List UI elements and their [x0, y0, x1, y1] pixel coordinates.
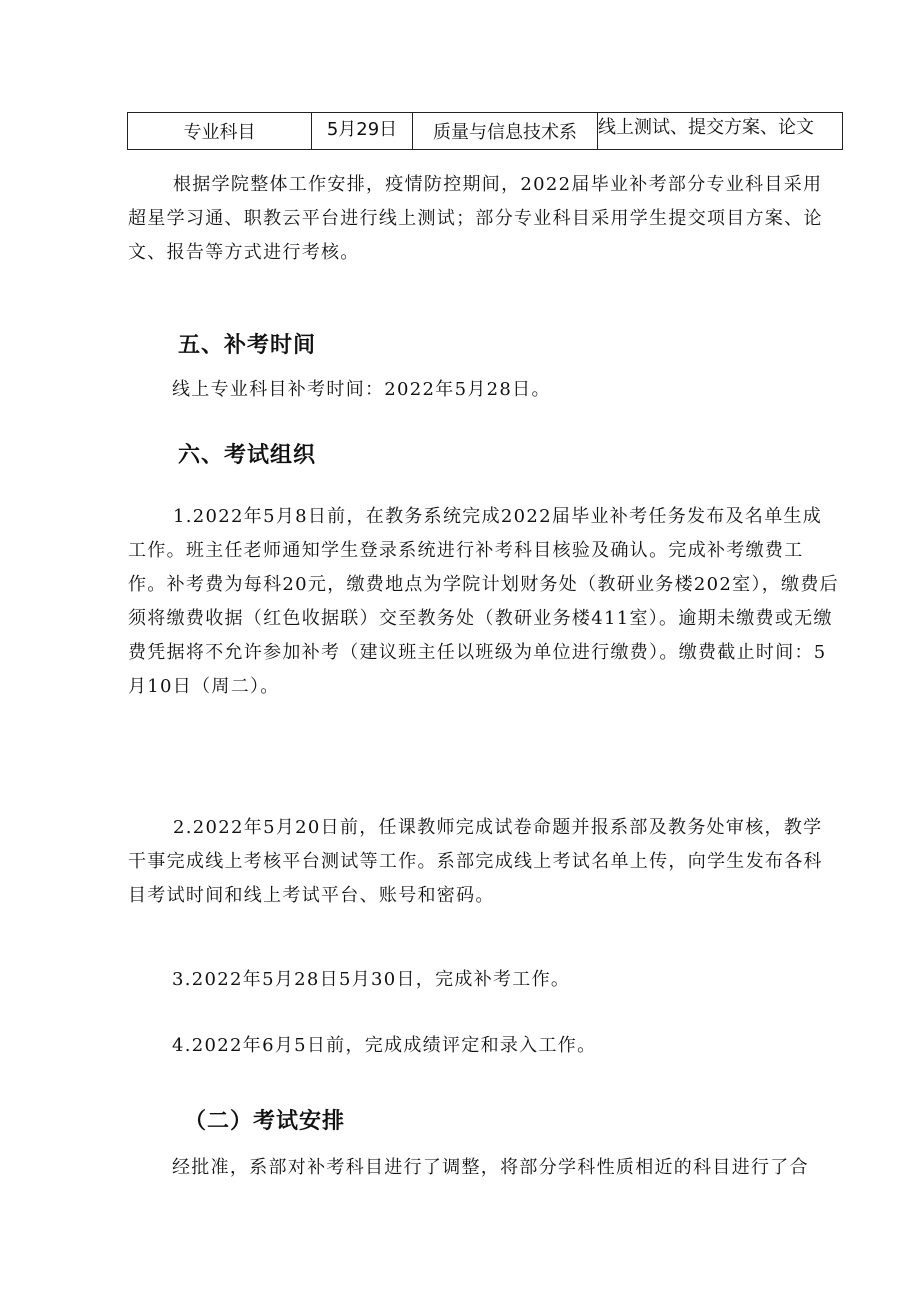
heading-exam-arrangement: （二）考试安排: [184, 1109, 346, 1134]
heading-exam-time: 五、补考时间: [178, 333, 317, 358]
exam-table: [127, 112, 843, 150]
paragraph-item-3: 3.2022年5月28日5月30日，完成补考工作。: [172, 969, 571, 990]
table-cell-subject: 专业科目: [128, 113, 312, 150]
table-cell-date: 5月29日: [312, 113, 413, 150]
paragraph-adjustment: 经批准，系部对补考科目进行了调整，将部分学科性质相近的科目进行了合: [172, 1157, 809, 1178]
table-row: [128, 113, 843, 150]
exam-time-line: 线上专业科目补考时间：2022年5月28日。: [172, 379, 551, 400]
table-cell-method: 线上测试、提交方案、论文: [598, 113, 843, 150]
paragraph-item-4: 4.2022年6月5日前，完成成绩评定和录入工作。: [172, 1035, 597, 1056]
paragraph-item-1: 1.2022年5月8日前，在教务系统完成2022届毕业补考任务发布及名单生成工作。班主任老师通知学生登录系统进行补考科目核验及确认。完成补考缴费工作。补考费为每科20元，缴费地点为学院计划财务处（教研业务楼202室），缴费后须将缴费收据（红色收据联）交至教务处（教研业务楼411室）。逾期未缴费或无缴费凭据将不允许参加补考（建议班主任以班级为单位进行缴费）。缴费截止时间：5月10日（周二）。: [128, 506, 839, 697]
paragraph-arrangement: 根据学院整体工作安排，疫情防控期间，2022届毕业补考部分专业科目采用超星学习通、职教云平台进行线上测试；部分专业科目采用学生提交项目方案、论文、报告等方式进行考核。: [128, 174, 823, 263]
table-cell-department: 质量与信息技术系: [413, 113, 598, 150]
paragraph-item-2: 2.2022年5月20日前，任课教师完成试卷命题并报系部及教务处审核，教学干事完成线上考核平台测试等工作。系部完成线上考试名单上传，向学生发布各科目考试时间和线上考试平台、账号和密码。: [128, 817, 823, 906]
heading-exam-organization: 六、考试组织: [178, 443, 317, 468]
